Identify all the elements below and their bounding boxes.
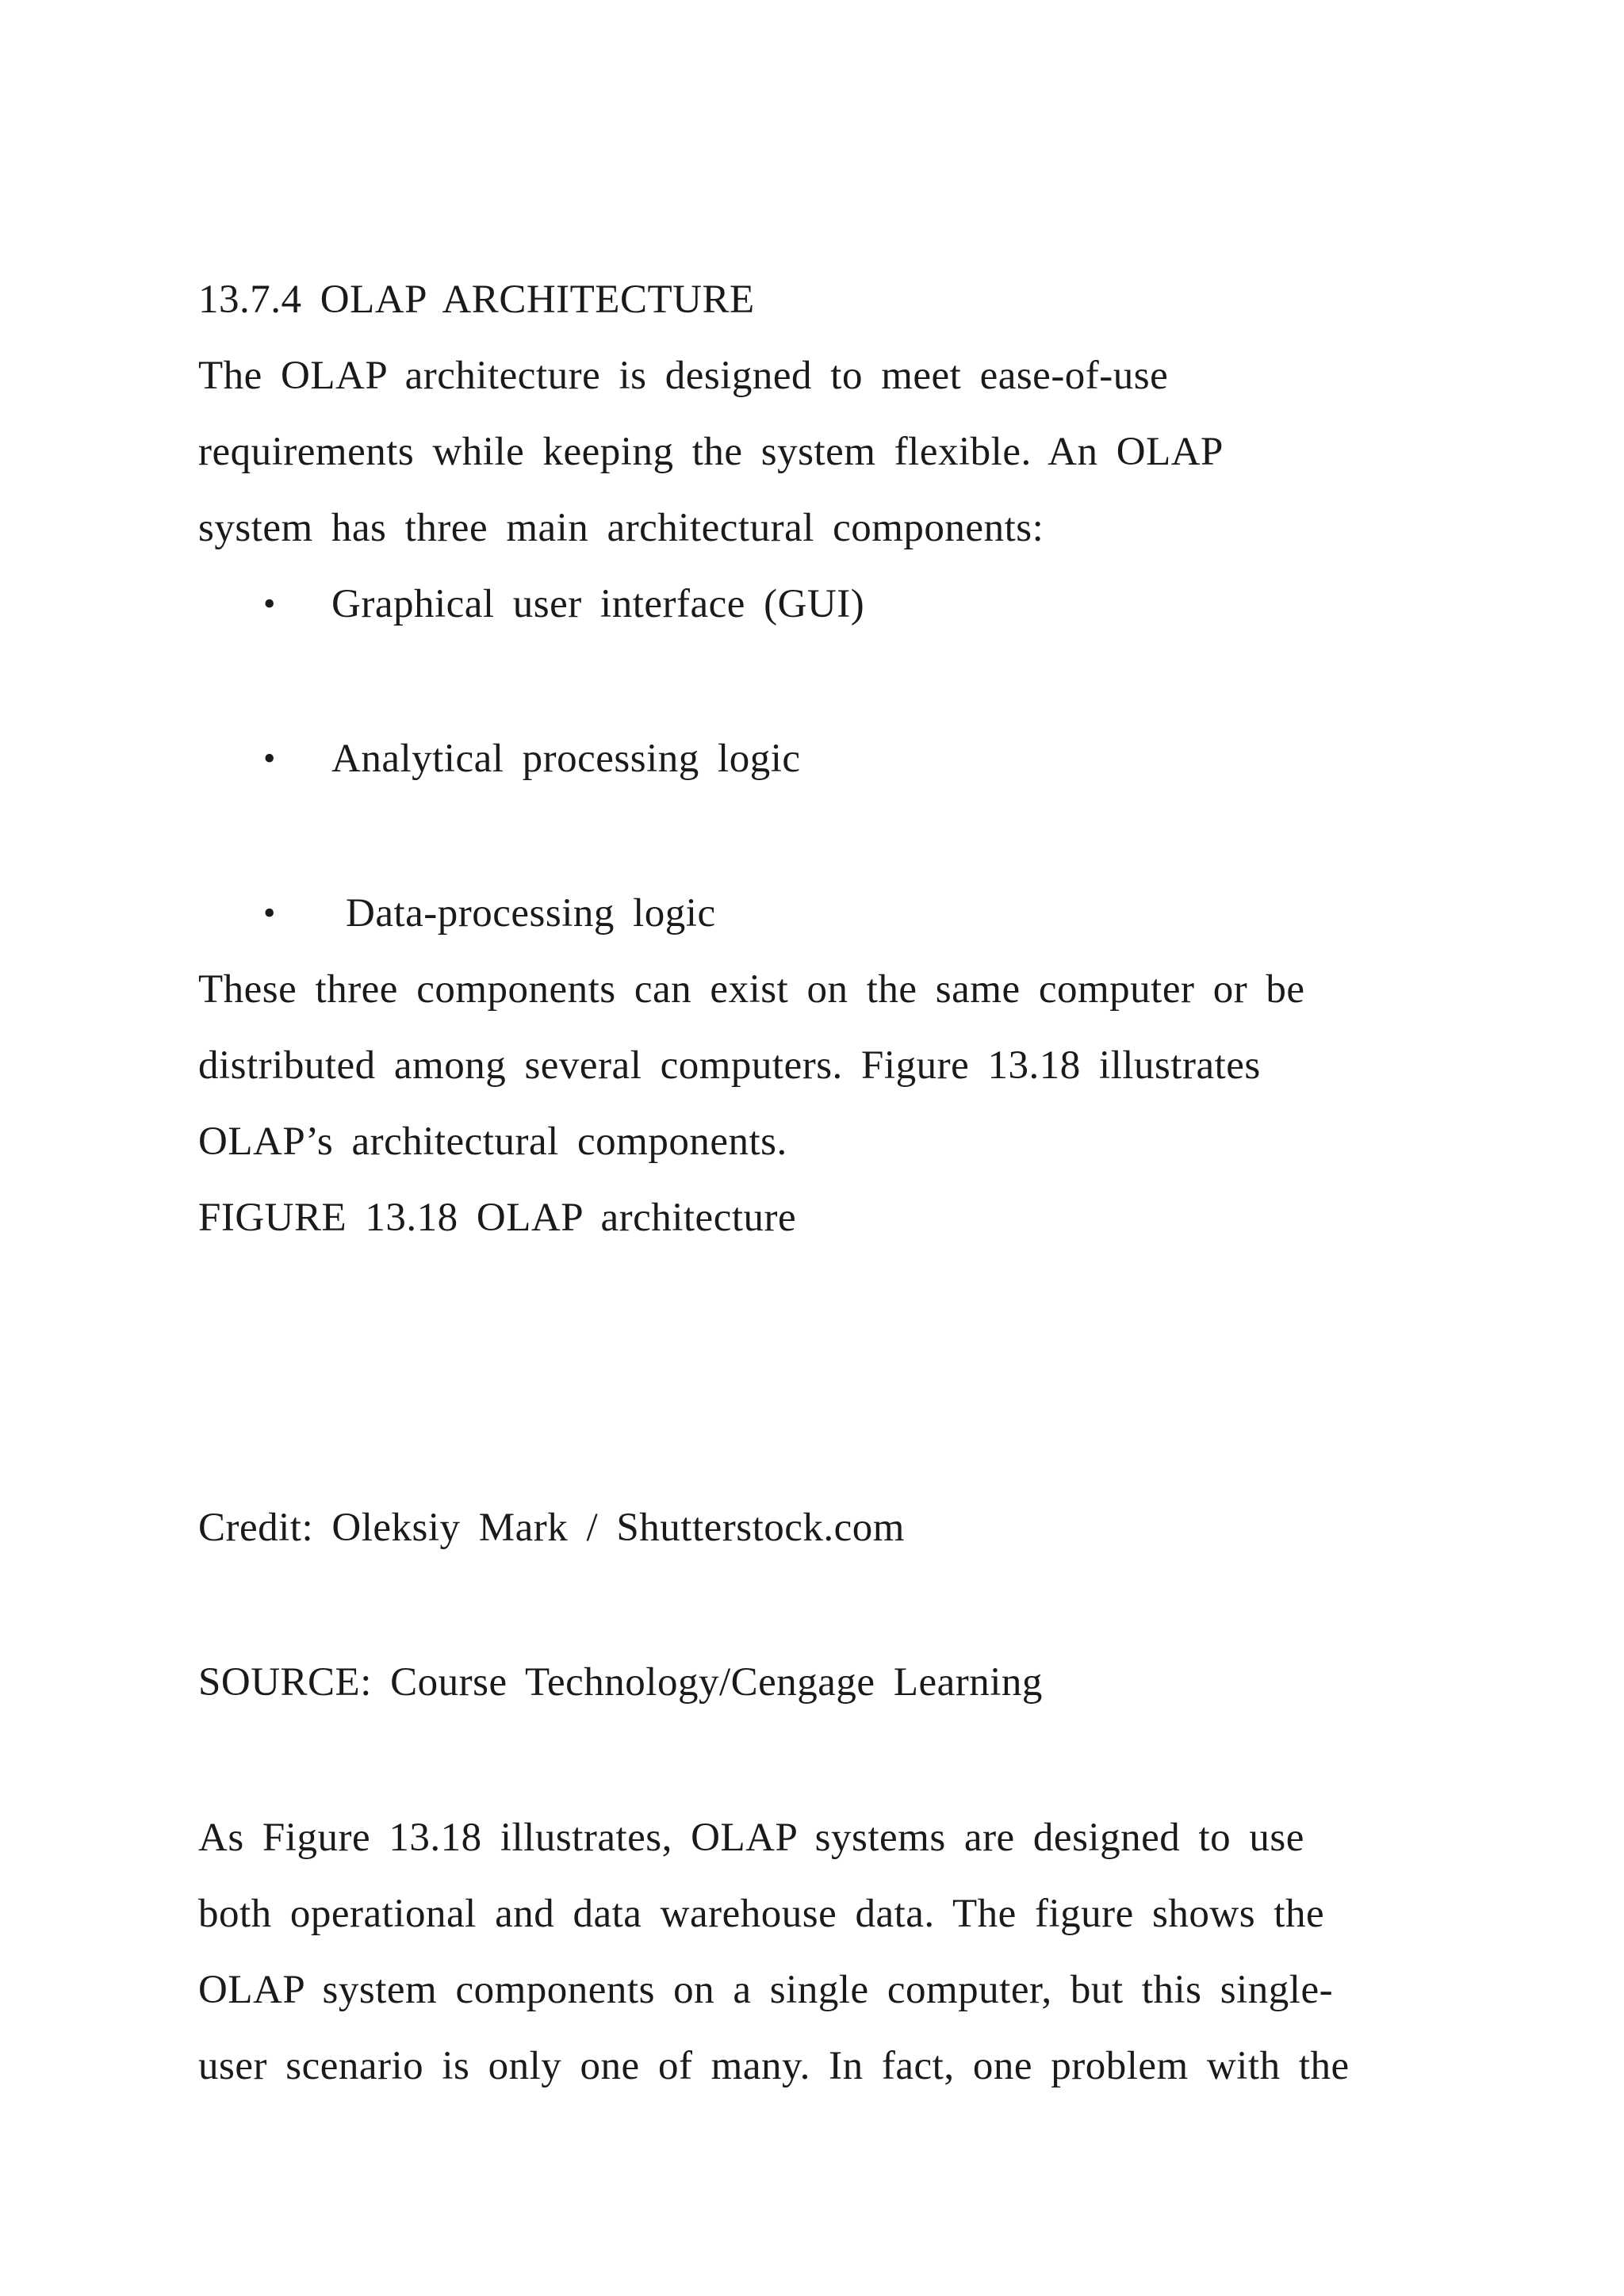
bullet-icon: • [263, 584, 276, 623]
body-line-1: These three components can exist on the same computer or be [198, 967, 1305, 1012]
section-heading: 13.7.4 OLAP ARCHITECTURE [198, 277, 755, 322]
closing-line-3: OLAP system components on a single computer, but this single- [198, 1968, 1334, 2012]
body-line-3: OLAP’s architectural components. [198, 1119, 787, 1164]
bullet-icon: • [263, 739, 276, 778]
body-line-2: distributed among several computers. Figure 13.18 illustrates [198, 1043, 1261, 1088]
bullet-text: Analytical processing logic [331, 737, 801, 781]
bullet-icon: • [263, 894, 276, 932]
closing-line-2: both operational and data warehouse data. The figure shows the [198, 1892, 1325, 1936]
figure-caption: FIGURE 13.18 OLAP architecture [198, 1196, 797, 1240]
intro-line-3: system has three main architectural components: [198, 506, 1044, 550]
image-credit: Credit: Oleksiy Mark / Shutterstock.com [198, 1506, 905, 1550]
intro-line-2: requirements while keeping the system flexible. An OLAP [198, 430, 1224, 474]
intro-line-1: The OLAP architecture is designed to meet ease-of-use [198, 354, 1169, 398]
closing-line-1: As Figure 13.18 illustrates, OLAP systems are designed to use [198, 1816, 1304, 1860]
bullet-text: Data-processing logic [346, 891, 716, 936]
image-source: SOURCE: Course Technology/Cengage Learning [198, 1660, 1043, 1705]
bullet-text: Graphical user interface (GUI) [331, 582, 865, 626]
closing-line-4: user scenario is only one of many. In fact, one problem with the [198, 2044, 1350, 2088]
